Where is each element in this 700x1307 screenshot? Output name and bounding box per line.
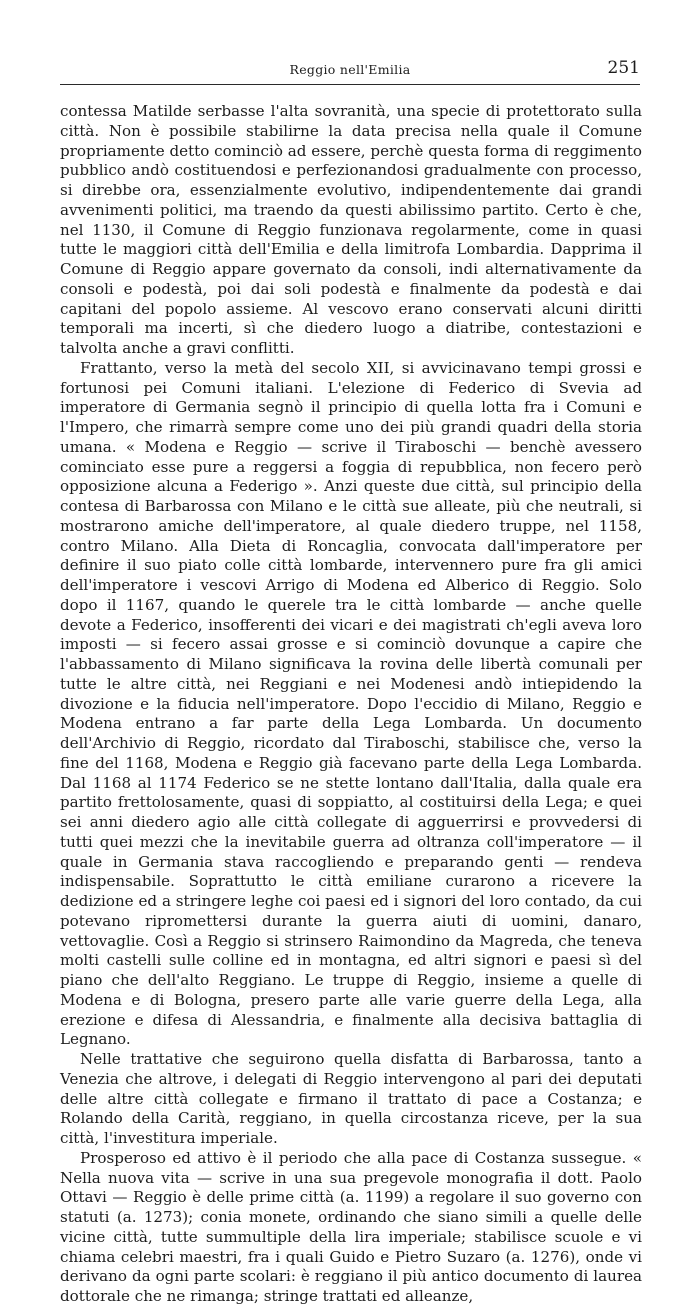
running-title: Reggio nell'Emilia bbox=[289, 62, 411, 77]
page-number: 251 bbox=[607, 58, 640, 78]
paragraph: Frattanto, verso la metà del secolo XII, si avvicinavano tempi grossi e fortunosi pei Comuni italiani. L'elezione di Federico di Svevia ad imperatore di Germania segnò il principio di quella lotta fra i Comuni e l'Impero, che rimarrà sempre come uno dei più grandi quadri della storia umana. « Modena e Reggio — scrive il Tiraboschi — benchè avessero cominciato esse pure a reggersi a foggia di repubblica, non fecero però opposizione alcuna a Federigo ». Anzi queste due città, sul principio della contesa di Barbarossa con Milano e le città sue alleate, più che neutrali, si mostrarono amiche dell'imperatore, al quale diedero truppe, nel 1158, contro Milano. Alla Dieta di Roncaglia, convocata dall'imperatore per definire il suo piato colle città lombarde, intervennero pure fra gli amici dell'imperatore i vescovi Arrigo di Modena ed Alberico di Reggio. Solo dopo il 1167, quando le querele tra le città lombarde — anche quelle devote a Federico, insofferenti dei vicari e dei magistrati ch'egli aveva loro imposti — si fecero assai grosse e si cominciò dovunque a capire che l'abbassamento di Milano significava la rovina delle libertà comunali per tutte le altre città, nei Reggiani e nei Modenesi andò intiepidendo la divozione e la fiducia nell'imperatore. Dopo l'eccidio di Milano, Reggio e Modena entrano a far parte della Lega Lombarda. Un documento dell'Archivio di Reggio, ricordato dal Tiraboschi, stabilisce che, verso la fine del 1168, Modena e Reggio già facevano parte della Lega Lombarda. Dal 1168 al 1174 Federico se ne stette lontano dall'Italia, dalla quale era partito frettolosamente, quasi di soppiatto, al costituirsi della Lega; e quei sei anni diedero agio alle città collegate di agguerrirsi e provvedersi di tutti quei mezzi che la inevitabile guerra ad oltranza coll'imperatore — il quale in Germania stava raccogliendo e preparando genti — rendeva indispensabile. Soprattutto le città emiliane curarono a ricevere la dedizione ed a stringere leghe coi paesi ed i signori del loro contado, da cui potevano ripromettersi durante la guerra aiuti di uomini, danaro, vettovaglie. Così a Reggio si strinsero Raimondino da Magreda, che teneva molti castelli sulle colline ed in montagna, ed altri signori e paesi sì del piano che dell'alto Reggiano. Le truppe di Reggio, insieme a quelle di Modena e di Bologna, presero parte alle varie guerre della Lega, alla erezione e difesa di Alessandria, e finalmente alla decisiva battaglia di Legnano. bbox=[60, 358, 642, 1049]
body-text bbox=[60, 102, 642, 1307]
paragraph: Prosperoso ed attivo è il periodo che alla pace di Costanza sussegue. « Nella nuova vita — scrive in una sua pregevole monografia il dott. Paolo Ottavi — Reggio è delle prime città (a. 1199) a regolare il suo governo con statuti (a. 1273); conia monete, ordinando che siano simili a quelle delle vicine città, tutte summultiple della lira imperiale; stabilisce scuole e vi chiama celebri maestri, fra i quali Guido e Pietro Suzaro (a. 1276), onde vi derivano da ogni parte scolari: è reggiano il più antico documento di laurea dottorale che ne rimanga; stringe trattati ed alleanze, bbox=[60, 1148, 642, 1305]
paragraph: Nelle trattative che seguirono quella disfatta di Barbarossa, tanto a Venezia che altrove, i delegati di Reggio intervengono al pari dei deputati delle altre città collegate e firmano il trattato di pace a Costanza; e Rolando della Carità, reggiano, in quella circostanza riceve, per la sua città, l'investitura imperiale. bbox=[60, 1050, 642, 1147]
paragraph: contessa Matilde serbasse l'alta sovranità, una specie di protettorato sulla città. Non è possibile stabilirne la data precisa nella quale il Comune propriamente detto cominciò ad essere, perchè questa forma di reggimento pubblico andò costituendosi e perfezionandosi gradualmente con processo, si direbbe ora, essenzialmente evolutivo, indipendentemente dai grandi avvenimenti politici, ma traendo da questi abilissimo partito. Certo è che, nel 1130, il Comune di Reggio funzionava regolarmente, come in quasi tutte le maggiori città dell'Emilia e della limitrofa Lombardia. Dapprima il Comune di Reggio appare governato da consoli, indi alternativamente da consoli e podestà, poi dai soli podestà e finalmente da podestà e dai capitani del popolo assieme. Al vescovo erano conservati alcuni diritti temporali ma incerti, sì che diedero luogo a diatribe, contestazioni e talvolta anche a gravi conflitti. bbox=[60, 102, 642, 357]
page-header bbox=[60, 56, 640, 85]
